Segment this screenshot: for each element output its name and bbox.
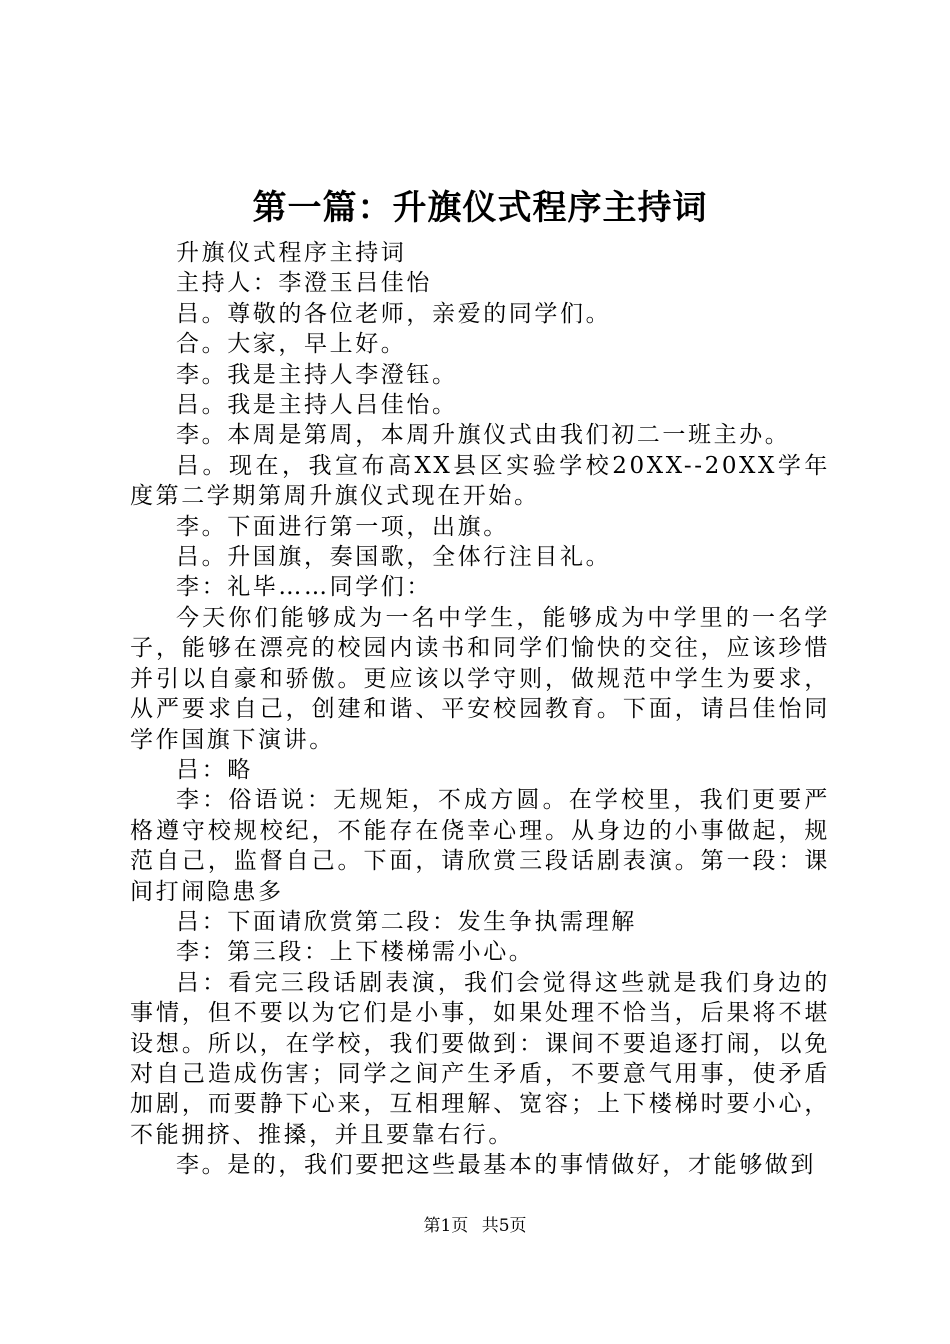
paragraph: 今天你们能够成为一名中学生，能够成为中学里的一名学子，能够在漂亮的校园内读书和同学们愉快的交往，应该珍惜并引以自豪和骄傲。更应该以学守则，做规范中学生为要求，从严要求自己，创建和谐、平安校园教育。下面，请吕佳怡同学作国旗下演讲。 — [130, 604, 830, 753]
paragraph: 李：俗语说：无规矩，不成方圆。在学校里，我们更要严格遵守校规校纪，不能存在侥幸心理。从身边的小事做起，规范自己，监督自己。下面，请欣赏三段话剧表演。第一段：课间打闹隐患多 — [130, 787, 830, 905]
paragraph: 合。大家，早上好。 — [176, 331, 407, 358]
paragraph: 吕：下面请欣赏第二段：发生争执需理解 — [176, 908, 637, 935]
paragraph: 吕。尊敬的各位老师，亲爱的同学们。 — [176, 300, 612, 327]
paragraph: 吕。升国旗，奏国歌，全体行注目礼。 — [176, 544, 612, 571]
paragraph: 李。我是主持人李澄钰。 — [176, 361, 458, 388]
page-number-current: 第1页 — [423, 1216, 469, 1236]
page-number-total: 共5页 — [481, 1216, 527, 1236]
paragraph: 李：第三段：上下楼梯需小心。 — [176, 939, 535, 966]
page-footer — [0, 1214, 950, 1238]
document-body — [130, 238, 830, 1181]
paragraph: 吕。现在，我宣布高XX县区实验学校20XX--20XX学年度第二学期第周升旗仪式现在开始。 — [130, 452, 830, 510]
paragraph: 升旗仪式程序主持词 — [176, 240, 407, 266]
document-title: 第一篇：升旗仪式程序主持词 — [252, 188, 708, 228]
paragraph: 主持人：李澄玉吕佳怡 — [176, 270, 432, 297]
paragraph: 李。本周是第周，本周升旗仪式由我们初二一班主办。 — [176, 422, 791, 449]
paragraph: 李：礼毕……同学们： — [176, 574, 432, 601]
paragraph: 李。下面进行第一项，出旗。 — [176, 513, 509, 540]
paragraph: 吕。我是主持人吕佳怡。 — [176, 392, 458, 419]
paragraph: 吕：看完三段话剧表演，我们会觉得这些就是我们身边的事情，但不要以为它们是小事，如果处理不恰当，后果将不堪设想。所以，在学校，我们要做到：课间不要追逐打闹，以免对自己造成伤害；同学之间产生矛盾，不要意气用事，使矛盾加剧，而要静下心来，互相理解、宽容；上下楼梯时要小心，不能拥挤、推搡，并且要靠右行。 — [130, 969, 830, 1148]
paragraph: 李。是的，我们要把这些最基本的事情做好，才能够做到 — [176, 1152, 816, 1179]
paragraph: 吕：略 — [176, 756, 253, 783]
